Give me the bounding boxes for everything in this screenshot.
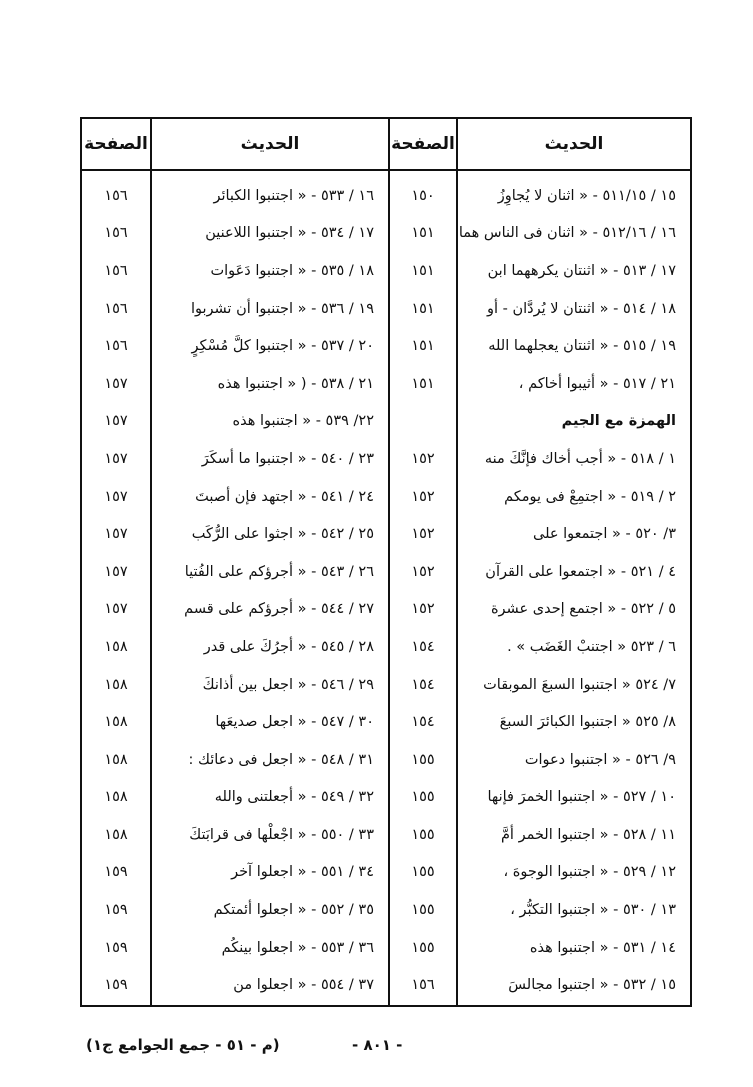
- page-ref: ١٥٥: [411, 902, 435, 919]
- hadith-entry: ٩/ ٥٢٦ - « اجتنبوا دعوات: [524, 751, 676, 768]
- hadith-entry: ١٧ / ٥١٣ - « اثنتان يكرههما ابن: [487, 262, 676, 279]
- hadith-entry: ٣٤ / ٥٥١ - « اجعلوا آخر: [231, 864, 374, 881]
- page-ref: ١٥٥: [411, 826, 435, 843]
- hadith-entry: ١٢ / ٥٢٩ - « اجتنبوا الوجوهَ ،: [503, 864, 676, 881]
- hadith-entry: ٢٧ / ٥٤٤ - « أجرؤكم على قسم: [184, 601, 374, 618]
- hadith-entry: ٣٥ / ٥٥٢ - « اجعلوا أئمتكم: [213, 902, 374, 919]
- page-ref: ١٥٦: [104, 262, 128, 279]
- page-ref: ١٥٨: [104, 676, 128, 693]
- page-ref: ١٥٧: [104, 526, 128, 543]
- page-ref: ١٥٩: [104, 939, 128, 956]
- hadith-entry: ٢٦ / ٥٤٣ - « أجرؤكم على الفُتيا: [184, 563, 374, 580]
- page-ref: ١٥٢: [411, 450, 435, 467]
- hadith-entry: ١٦ / ٥٣٣ - « اجتنبوا الكبائر: [213, 187, 374, 204]
- hadith-entry: ١٩ / ٥١٥ - « اثنتان يعجلهما الله: [488, 338, 676, 355]
- page-footer: [0, 1036, 753, 1060]
- page-ref: ١٥٤: [411, 638, 435, 655]
- page-ref: ١٥٤: [411, 714, 435, 731]
- header-page-left: الصفحة: [84, 134, 148, 154]
- hadith-entry: ٢٢/ ٥٣٩ - « اجتنبوا هذه: [232, 413, 374, 430]
- page-ref: ١٥٥: [411, 751, 435, 768]
- hadith-entry: ٢ / ٥١٩ - « اجتمِعْ فى يومكم: [504, 488, 676, 505]
- page-ref: ١٥٦: [104, 300, 128, 317]
- page-ref: ١٥٦: [104, 187, 128, 204]
- hadith-entry: ١١ / ٥٢٨ - « اجتنبوا الخمر أمَّ: [500, 826, 676, 843]
- hadith-entry: ١٧ / ٥٣٤ - « اجتنبوا اللاعنين: [205, 225, 374, 242]
- page-ref: ١٥٤: [411, 676, 435, 693]
- left-hadith-column: [152, 171, 388, 1005]
- hadith-entry: ١٤ / ٥٣١ - « اجتنبوا هذه: [529, 939, 676, 956]
- page-ref: ١٥١: [411, 375, 435, 392]
- hadith-entry: ٦ / ٥٢٣ « اجتنبْ الغَضَب » .: [507, 638, 676, 655]
- page-ref: ١٥٥: [411, 939, 435, 956]
- page-ref: ١٥٩: [104, 977, 128, 994]
- page-ref: ١٥٢: [411, 488, 435, 505]
- page-ref: ١٥٨: [104, 638, 128, 655]
- page-ref: ١٥١: [411, 262, 435, 279]
- page-ref: ١٥٨: [104, 714, 128, 731]
- page-ref: ١٥٨: [104, 751, 128, 768]
- header-page-right: الصفحة: [391, 134, 455, 154]
- page-ref: [390, 403, 456, 441]
- page-ref: ١٥٨: [104, 789, 128, 806]
- hadith-entry: ٢٩ / ٥٤٦ - « اجعل بين أذانكَ: [202, 676, 374, 693]
- page-ref: ١٥٩: [104, 902, 128, 919]
- page-ref: ١٥٩: [104, 864, 128, 881]
- page-ref: ١٥٧: [104, 450, 128, 467]
- hadith-entry: ٣١ / ٥٤٨ - « اجعل فى دعائك :: [188, 751, 374, 768]
- page-ref: ١٥١: [411, 300, 435, 317]
- page-ref: ١٥٧: [104, 488, 128, 505]
- hadith-entry: ٧/ ٥٢٤ « اجتنبوا السبعَ الموبقات: [483, 676, 676, 693]
- hadith-entry: ٨/ ٥٢٥ « اجتنبوا الكبائرَ السبعَ: [499, 714, 676, 731]
- hadith-entry: ٢٣ / ٥٤٠ - « اجتنبوا ما أسكَرَ: [201, 450, 374, 467]
- page-ref: ١٥٧: [104, 413, 128, 430]
- hadith-entry: ٢٠ / ٥٣٧ - « اجتنبوا كلَّ مُسْكِرٍ: [191, 338, 374, 355]
- hadith-entry: ٥ / ٥٢٢ - « اجتمع إحدى عشرة: [490, 601, 676, 618]
- right-page-column: [390, 171, 456, 1005]
- hadith-entry: ٢٤ / ٥٤١ - « اجتهد فإن أصبتَ: [195, 488, 374, 505]
- page-number: - ٨٠١ -: [352, 1036, 403, 1054]
- hadith-entry: ٣٣ / ٥٥٠ - « اجْعلْها فى قرابَتكَ: [189, 826, 374, 843]
- page-ref: ١٥٥: [411, 789, 435, 806]
- hadith-entry: ٣٧ / ٥٥٤ - « اجعلوا من: [233, 977, 374, 994]
- page-ref: ١٥٢: [411, 526, 435, 543]
- page-ref: ١٥٥: [411, 864, 435, 881]
- hadith-entry: ٢١ / ٥٣٨ - ( « اجتنبوا هذه: [217, 375, 374, 392]
- hadith-entry: ٢١ / ٥١٧ - « أثيبوا أخاكم ،: [518, 375, 676, 392]
- page-ref: ١٥٦: [411, 977, 435, 994]
- hadith-entry: ١٥ / ٥٣٢ - « اجتنبوا مجالسَ: [508, 977, 676, 994]
- hadith-entry: ٣٢ / ٥٤٩ - « أجعلتنى والله: [214, 789, 374, 806]
- hadith-entry: ١٦ / ٥١٢/١٦ - « اثنان فى الناس هما: [458, 225, 676, 242]
- page-ref: ١٥٧: [104, 563, 128, 580]
- page-ref: ١٥٧: [104, 375, 128, 392]
- hadith-entry: ١٣ / ٥٣٠ - « اجتنبوا التكبُّر ،: [510, 902, 676, 919]
- index-table: [80, 117, 692, 1007]
- hadith-entry: ١٠ / ٥٢٧ - « اجتنبوا الخمرَ فإنها: [487, 789, 676, 806]
- hadith-entry: ١٥ / ٥١١/١٥ - « اثنان لا يُجاوِزُ: [497, 187, 676, 204]
- hadith-entry: ٣٦ / ٥٥٣ - « اجعلوا بينكُم: [221, 939, 374, 956]
- hadith-entry: ١٨ / ٥٣٥ - « اجتنبوا دَعَوات: [210, 262, 374, 279]
- hadith-entry: ٢٥ / ٥٤٢ - « اجثوا على الرُّكَب: [191, 526, 374, 543]
- page-ref: ١٥٦: [104, 338, 128, 355]
- printer-signature: (م - ٥١ - جمع الجوامع ج١): [86, 1036, 280, 1054]
- page-ref: ١٥٠: [411, 187, 435, 204]
- hadith-entry: ٤ / ٥٢١ - « اجتمعوا على القرآن: [485, 563, 676, 580]
- hadith-entry: ٣٠ / ٥٤٧ - « اجعل صديعَها: [215, 714, 374, 731]
- right-hadith-column: [458, 171, 690, 1005]
- page-ref: ١٥٨: [104, 826, 128, 843]
- page-ref: ١٥١: [411, 338, 435, 355]
- hadith-entry: ١٨ / ٥١٤ - « اثنتان لا يُردَّان - أو: [486, 300, 676, 317]
- page-ref: ١٥٦: [104, 225, 128, 242]
- page-ref: ١٥٢: [411, 563, 435, 580]
- hadith-entry: ٣/ ٥٢٠ - « اجتمعوا على: [532, 526, 676, 543]
- page-ref: ١٥٢: [411, 601, 435, 618]
- hadith-entry: ٢٨ / ٥٤٥ - « أجرُكَ على قدر: [203, 638, 374, 655]
- left-page-column: [82, 171, 150, 1005]
- hadith-entry: ١ / ٥١٨ - « أجب أخاك فإنَّكَ منه: [484, 450, 676, 467]
- page-ref: ١٥٧: [104, 601, 128, 618]
- header-hadith-right: الحديث: [544, 134, 604, 154]
- header-hadith-left: الحديث: [240, 134, 300, 154]
- page-ref: ١٥١: [411, 225, 435, 242]
- hadith-entry: ١٩ / ٥٣٦ - « اجتنبوا أن تشربوا: [190, 300, 374, 317]
- section-heading: الهمزة مع الجيم: [561, 413, 676, 430]
